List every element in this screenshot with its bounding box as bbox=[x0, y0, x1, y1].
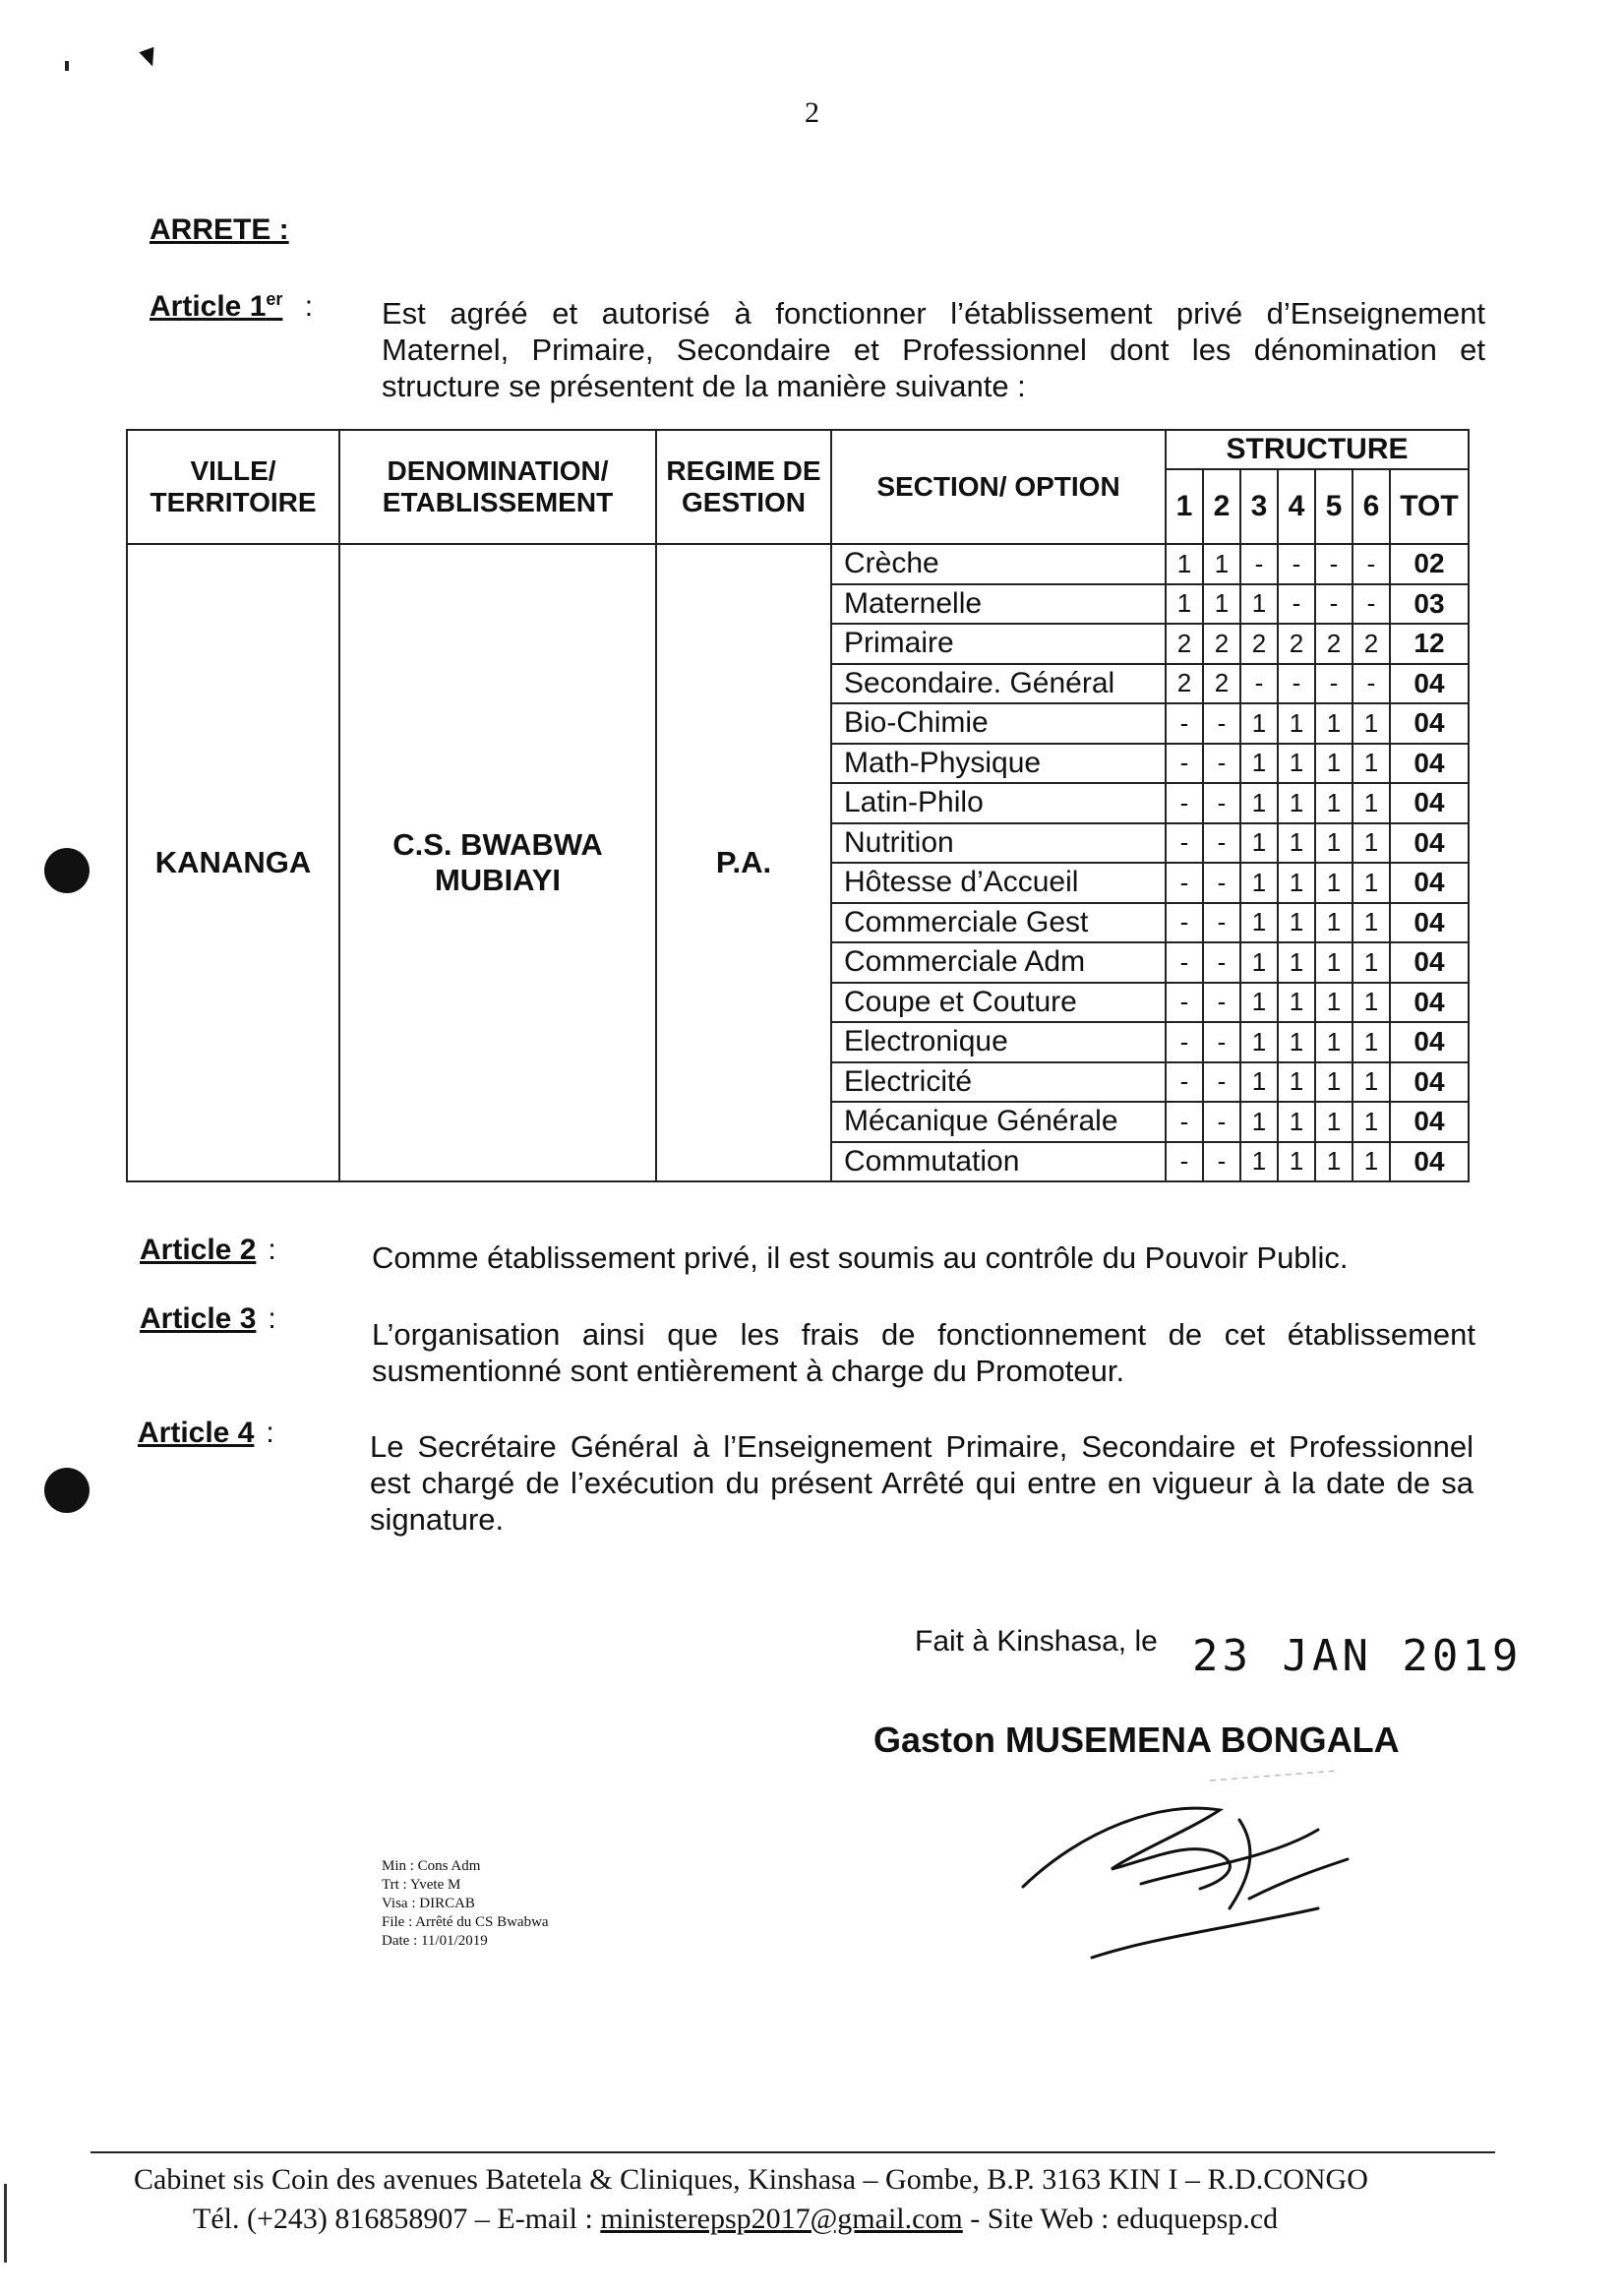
cell-level-count: 1 bbox=[1353, 1102, 1390, 1142]
cell-total: 04 bbox=[1390, 1022, 1469, 1062]
cell-section: Secondaire. Général bbox=[831, 664, 1166, 704]
article-2-label: Article 2 : bbox=[140, 1234, 276, 1266]
reference-line: Date : 11/01/2019 bbox=[382, 1933, 488, 1949]
cell-level-count: 1 bbox=[1278, 1062, 1315, 1103]
cell-level-count: - bbox=[1203, 744, 1240, 784]
cell-total: 12 bbox=[1390, 624, 1469, 664]
cell-level-count: 1 bbox=[1278, 903, 1315, 943]
footer-contact: Tél. (+243) 816858907 – E-mail : ministerepsp2017@gmail.com - Site Web : eduquepsp.cd bbox=[193, 2203, 1279, 2235]
cell-level-count: 1 bbox=[1278, 783, 1315, 823]
cell-level-count: - bbox=[1166, 1022, 1203, 1062]
cell-section: Mécanique Générale bbox=[831, 1102, 1166, 1142]
cell-section: Bio-Chimie bbox=[831, 703, 1166, 744]
cell-level-count: 1 bbox=[1353, 983, 1390, 1023]
cell-level-count: - bbox=[1166, 983, 1203, 1023]
cell-total: 04 bbox=[1390, 863, 1469, 903]
cell-total: 04 bbox=[1390, 903, 1469, 943]
cell-total: 04 bbox=[1390, 1142, 1469, 1182]
header-structure: STRUCTURE bbox=[1166, 430, 1469, 469]
cell-level-count: - bbox=[1203, 863, 1240, 903]
cell-level-count: 2 bbox=[1166, 664, 1203, 704]
reference-line: Visa : DIRCAB bbox=[382, 1896, 475, 1911]
cell-level-count: - bbox=[1315, 664, 1353, 704]
cell-total: 04 bbox=[1390, 823, 1469, 864]
cell-level-count: 1 bbox=[1278, 1102, 1315, 1142]
cell-level-count: 1 bbox=[1240, 1062, 1278, 1103]
cell-level-count: 1 bbox=[1278, 703, 1315, 744]
cell-level-count: - bbox=[1203, 942, 1240, 983]
cell-level-count: - bbox=[1166, 1142, 1203, 1182]
cell-level-count: - bbox=[1278, 664, 1315, 704]
cell-level-count: - bbox=[1278, 584, 1315, 625]
cell-level-count: 1 bbox=[1315, 1062, 1353, 1103]
cell-level-count: 1 bbox=[1240, 1142, 1278, 1182]
cell-level-count: - bbox=[1203, 1062, 1240, 1103]
footer-rule bbox=[90, 2151, 1495, 2153]
cell-level-count: 1 bbox=[1278, 863, 1315, 903]
cell-ville: KANANGA bbox=[127, 544, 339, 1181]
punch-hole bbox=[44, 848, 90, 893]
scan-mark bbox=[65, 61, 69, 71]
cell-section: Commerciale Gest bbox=[831, 903, 1166, 943]
cell-level-count: 1 bbox=[1278, 942, 1315, 983]
cell-section: Maternelle bbox=[831, 584, 1166, 625]
cell-level-count: 1 bbox=[1315, 1102, 1353, 1142]
reference-line: File : Arrêté du CS Bwabwa bbox=[382, 1914, 549, 1930]
cell-denomination: C.S. BWABWA MUBIAYI bbox=[339, 544, 656, 1181]
header-level: 4 bbox=[1278, 469, 1315, 544]
cell-level-count: - bbox=[1203, 823, 1240, 864]
article-4-label: Article 4 : bbox=[138, 1417, 274, 1449]
cell-total: 02 bbox=[1390, 544, 1469, 584]
header-level: 5 bbox=[1315, 469, 1353, 544]
cell-section: Commutation bbox=[831, 1142, 1166, 1182]
cell-section: Hôtesse d’Accueil bbox=[831, 863, 1166, 903]
cell-level-count: - bbox=[1166, 1062, 1203, 1103]
cell-level-count: 2 bbox=[1203, 624, 1240, 664]
cell-level-count: 1 bbox=[1278, 744, 1315, 784]
header-section: SECTION/ OPTION bbox=[831, 430, 1166, 544]
cell-level-count: 1 bbox=[1240, 1022, 1278, 1062]
scan-mark bbox=[139, 47, 159, 69]
signature-date-stamp: 23 JAN 2019 bbox=[1192, 1631, 1523, 1681]
cell-level-count: 1 bbox=[1203, 584, 1240, 625]
cell-level-count: - bbox=[1166, 783, 1203, 823]
cell-level-count: 1 bbox=[1240, 744, 1278, 784]
reference-line: Min : Cons Adm bbox=[382, 1858, 481, 1874]
header-level-tot: TOT bbox=[1390, 469, 1469, 544]
cell-level-count: 1 bbox=[1353, 863, 1390, 903]
cell-level-count: 1 bbox=[1353, 744, 1390, 784]
structure-table bbox=[126, 429, 1470, 1182]
cell-section: Commerciale Adm bbox=[831, 942, 1166, 983]
cell-level-count: 1 bbox=[1353, 1022, 1390, 1062]
cell-section: Electronique bbox=[831, 1022, 1166, 1062]
cell-level-count: - bbox=[1240, 664, 1278, 704]
header-level: 3 bbox=[1240, 469, 1278, 544]
cell-level-count: - bbox=[1166, 823, 1203, 864]
page-number: 2 bbox=[805, 96, 819, 129]
cell-level-count: - bbox=[1166, 744, 1203, 784]
cell-level-count: - bbox=[1278, 544, 1315, 584]
cell-level-count: 1 bbox=[1240, 584, 1278, 625]
header-ville: VILLE/ TERRITOIRE bbox=[127, 430, 339, 544]
cell-level-count: 1 bbox=[1240, 903, 1278, 943]
cell-level-count: - bbox=[1166, 703, 1203, 744]
arrete-heading: ARRETE : bbox=[150, 213, 289, 246]
scan-edge bbox=[4, 2184, 7, 2263]
cell-level-count: - bbox=[1203, 1142, 1240, 1182]
cell-level-count: - bbox=[1315, 544, 1353, 584]
cell-level-count: 1 bbox=[1353, 903, 1390, 943]
cell-level-count: 2 bbox=[1315, 624, 1353, 664]
article-4-text: Le Secrétaire Général à l’Enseignement Primaire, Secondaire et Professionnel est chargé de l’exécution du présent Arrêté qui entre en vigueur à la date de sa signature. bbox=[370, 1429, 1474, 1537]
cell-level-count: 1 bbox=[1315, 983, 1353, 1023]
cell-level-count: 1 bbox=[1353, 1062, 1390, 1103]
cell-level-count: 1 bbox=[1353, 1142, 1390, 1182]
header-denomination: DENOMINATION/ ETABLISSEMENT bbox=[339, 430, 656, 544]
cell-level-count: 1 bbox=[1278, 1022, 1315, 1062]
cell-total: 04 bbox=[1390, 983, 1469, 1023]
cell-level-count: 1 bbox=[1278, 1142, 1315, 1182]
cell-level-count: 2 bbox=[1166, 624, 1203, 664]
reference-line: Trt : Yvete M bbox=[382, 1877, 461, 1893]
cell-total: 04 bbox=[1390, 1062, 1469, 1103]
cell-level-count: 1 bbox=[1315, 823, 1353, 864]
header-regime: REGIME DE GESTION bbox=[656, 430, 831, 544]
cell-level-count: - bbox=[1203, 903, 1240, 943]
cell-level-count: 1 bbox=[1315, 942, 1353, 983]
cell-level-count: 1 bbox=[1240, 983, 1278, 1023]
header-level: 6 bbox=[1353, 469, 1390, 544]
cell-section: Primaire bbox=[831, 624, 1166, 664]
article-1-label: Article 1er : bbox=[150, 289, 314, 323]
cell-level-count: 1 bbox=[1353, 823, 1390, 864]
cell-level-count: 1 bbox=[1353, 703, 1390, 744]
cell-level-count: - bbox=[1353, 544, 1390, 584]
cell-level-count: - bbox=[1166, 1102, 1203, 1142]
cell-level-count: 1 bbox=[1278, 823, 1315, 864]
signature-place: Fait à Kinshasa, le bbox=[915, 1625, 1158, 1658]
footer bbox=[134, 2160, 1511, 2239]
article-1-text: Est agréé et autorisé à fonctionner l’établissement privé d’Enseignement Maternel, Primaire, Secondaire et Professionnel dont les dénomination et structure se présentent de la manière suivante : bbox=[382, 296, 1485, 403]
cell-level-count: 2 bbox=[1203, 664, 1240, 704]
cell-level-count: - bbox=[1353, 584, 1390, 625]
header-level: 2 bbox=[1203, 469, 1240, 544]
cell-level-count: - bbox=[1203, 783, 1240, 823]
cell-level-count: 1 bbox=[1240, 942, 1278, 983]
cell-total: 04 bbox=[1390, 744, 1469, 784]
cell-level-count: - bbox=[1166, 942, 1203, 983]
cell-total: 04 bbox=[1390, 664, 1469, 704]
cell-section: Math-Physique bbox=[831, 744, 1166, 784]
cell-level-count: - bbox=[1203, 703, 1240, 744]
cell-total: 04 bbox=[1390, 942, 1469, 983]
cell-level-count: 1 bbox=[1240, 823, 1278, 864]
cell-level-count: 1 bbox=[1166, 584, 1203, 625]
article-3-label: Article 3 : bbox=[140, 1302, 276, 1335]
cell-level-count: 1 bbox=[1166, 544, 1203, 584]
cell-level-count: 1 bbox=[1315, 744, 1353, 784]
reference-block bbox=[382, 1857, 549, 1951]
handwritten-signature bbox=[993, 1761, 1407, 1987]
cell-level-count: 1 bbox=[1353, 783, 1390, 823]
cell-regime: P.A. bbox=[656, 544, 831, 1181]
header-level: 1 bbox=[1166, 469, 1203, 544]
cell-level-count: 1 bbox=[1315, 863, 1353, 903]
cell-level-count: - bbox=[1166, 863, 1203, 903]
cell-total: 04 bbox=[1390, 783, 1469, 823]
punch-hole bbox=[44, 1468, 90, 1513]
article-2-text: Comme établissement privé, il est soumis au contrôle du Pouvoir Public. bbox=[372, 1240, 1349, 1275]
cell-section: Crèche bbox=[831, 544, 1166, 584]
table-row bbox=[127, 544, 1469, 584]
cell-level-count: 1 bbox=[1315, 1022, 1353, 1062]
signer-name: Gaston MUSEMENA BONGALA bbox=[873, 1720, 1400, 1760]
cell-level-count: 1 bbox=[1278, 983, 1315, 1023]
cell-level-count: - bbox=[1203, 1102, 1240, 1142]
cell-section: Electricité bbox=[831, 1062, 1166, 1103]
article-1-label-text: Article 1er bbox=[150, 289, 283, 323]
cell-level-count: 2 bbox=[1278, 624, 1315, 664]
footer-email-link[interactable]: ministerepsp2017@gmail.com bbox=[600, 2203, 963, 2235]
cell-level-count: 1 bbox=[1315, 1142, 1353, 1182]
cell-level-count: 1 bbox=[1315, 903, 1353, 943]
cell-section: Latin-Philo bbox=[831, 783, 1166, 823]
cell-level-count: 2 bbox=[1240, 624, 1278, 664]
cell-level-count: 2 bbox=[1353, 624, 1390, 664]
cell-total: 04 bbox=[1390, 1102, 1469, 1142]
cell-level-count: - bbox=[1203, 983, 1240, 1023]
cell-section: Coupe et Couture bbox=[831, 983, 1166, 1023]
cell-total: 03 bbox=[1390, 584, 1469, 625]
cell-level-count: - bbox=[1203, 1022, 1240, 1062]
cell-level-count: 1 bbox=[1353, 942, 1390, 983]
cell-level-count: - bbox=[1315, 584, 1353, 625]
cell-section: Nutrition bbox=[831, 823, 1166, 864]
cell-level-count: 1 bbox=[1240, 1102, 1278, 1142]
cell-level-count: - bbox=[1353, 664, 1390, 704]
article-3-text: L’organisation ainsi que les frais de fonctionnement de cet établissement susmentionné sont entièrement à charge du Promoteur. bbox=[372, 1317, 1475, 1388]
cell-level-count: - bbox=[1240, 544, 1278, 584]
cell-level-count: 1 bbox=[1240, 703, 1278, 744]
cell-level-count: 1 bbox=[1315, 703, 1353, 744]
cell-level-count: 1 bbox=[1240, 863, 1278, 903]
cell-total: 04 bbox=[1390, 703, 1469, 744]
footer-address: Cabinet sis Coin des avenues Batetela & Cliniques, Kinshasa – Gombe, B.P. 3163 KIN I – R.D.CONGO bbox=[134, 2163, 1368, 2196]
cell-level-count: 1 bbox=[1203, 544, 1240, 584]
cell-level-count: 1 bbox=[1315, 783, 1353, 823]
cell-level-count: 1 bbox=[1240, 783, 1278, 823]
cell-level-count: - bbox=[1166, 903, 1203, 943]
